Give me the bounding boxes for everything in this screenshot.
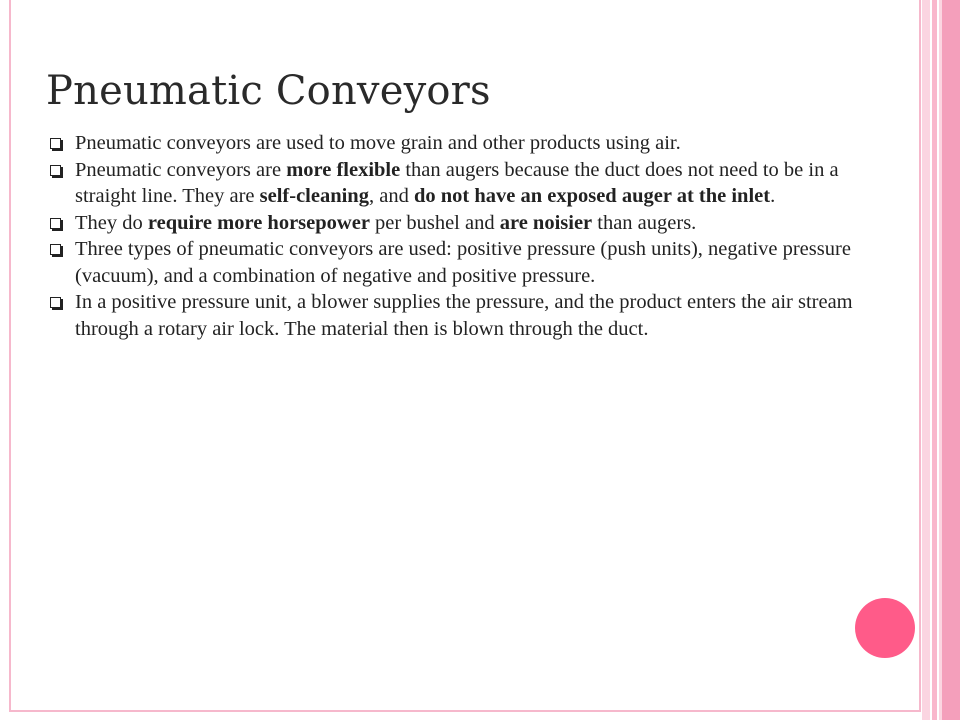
bold-text: more flexible <box>286 158 401 181</box>
text-run: In a positive pressure unit, a blower supplies the pressure, and the product enters the air stream through a rotary air lock. The material then is blown through the duct. <box>75 291 853 340</box>
bullet-text <box>75 291 853 340</box>
bold-text: require more horsepower <box>147 211 370 234</box>
bullet-item <box>48 289 868 342</box>
bold-text: do not have an exposed auger at the inlet <box>413 185 771 207</box>
bold-text: self-cleaning <box>259 185 369 207</box>
bullet-list <box>48 130 868 342</box>
bullet-item <box>48 157 868 210</box>
bullet-text <box>75 132 681 154</box>
decorative-circle <box>855 598 915 658</box>
hollow-square-icon <box>50 244 61 255</box>
text-run: Pneumatic conveyors are used to move grain and other products using air. <box>75 132 681 154</box>
text-run: per bushel and <box>369 211 500 234</box>
hollow-square-icon <box>50 218 61 229</box>
bullet-item <box>48 210 868 237</box>
text-run: . <box>770 185 776 207</box>
slide-title: Pneumatic Conveyors <box>46 68 491 114</box>
text-run: than augers. <box>592 211 697 234</box>
bullet-text <box>75 238 851 287</box>
text-run: They do <box>75 211 148 234</box>
bullet-text <box>75 212 696 234</box>
text-run: Pneumatic conveyors are <box>75 158 287 181</box>
hollow-square-icon <box>50 297 61 308</box>
hollow-square-icon <box>50 138 61 149</box>
text-run: than augers because the duct does not need to be in a straight line. They are <box>75 158 839 207</box>
text-run: Three types of pneumatic conveyors are used: positive pressure (push units), negative pressure (vacuum), and a combination of negative and positive pressure. <box>75 238 851 287</box>
bold-text: are noisier <box>499 211 593 234</box>
bullet-text <box>75 159 839 208</box>
hollow-square-icon <box>50 165 61 176</box>
text-run: , and <box>368 185 414 207</box>
decorative-stripes <box>922 0 960 720</box>
bullet-item <box>48 130 868 157</box>
bullet-item <box>48 236 868 289</box>
